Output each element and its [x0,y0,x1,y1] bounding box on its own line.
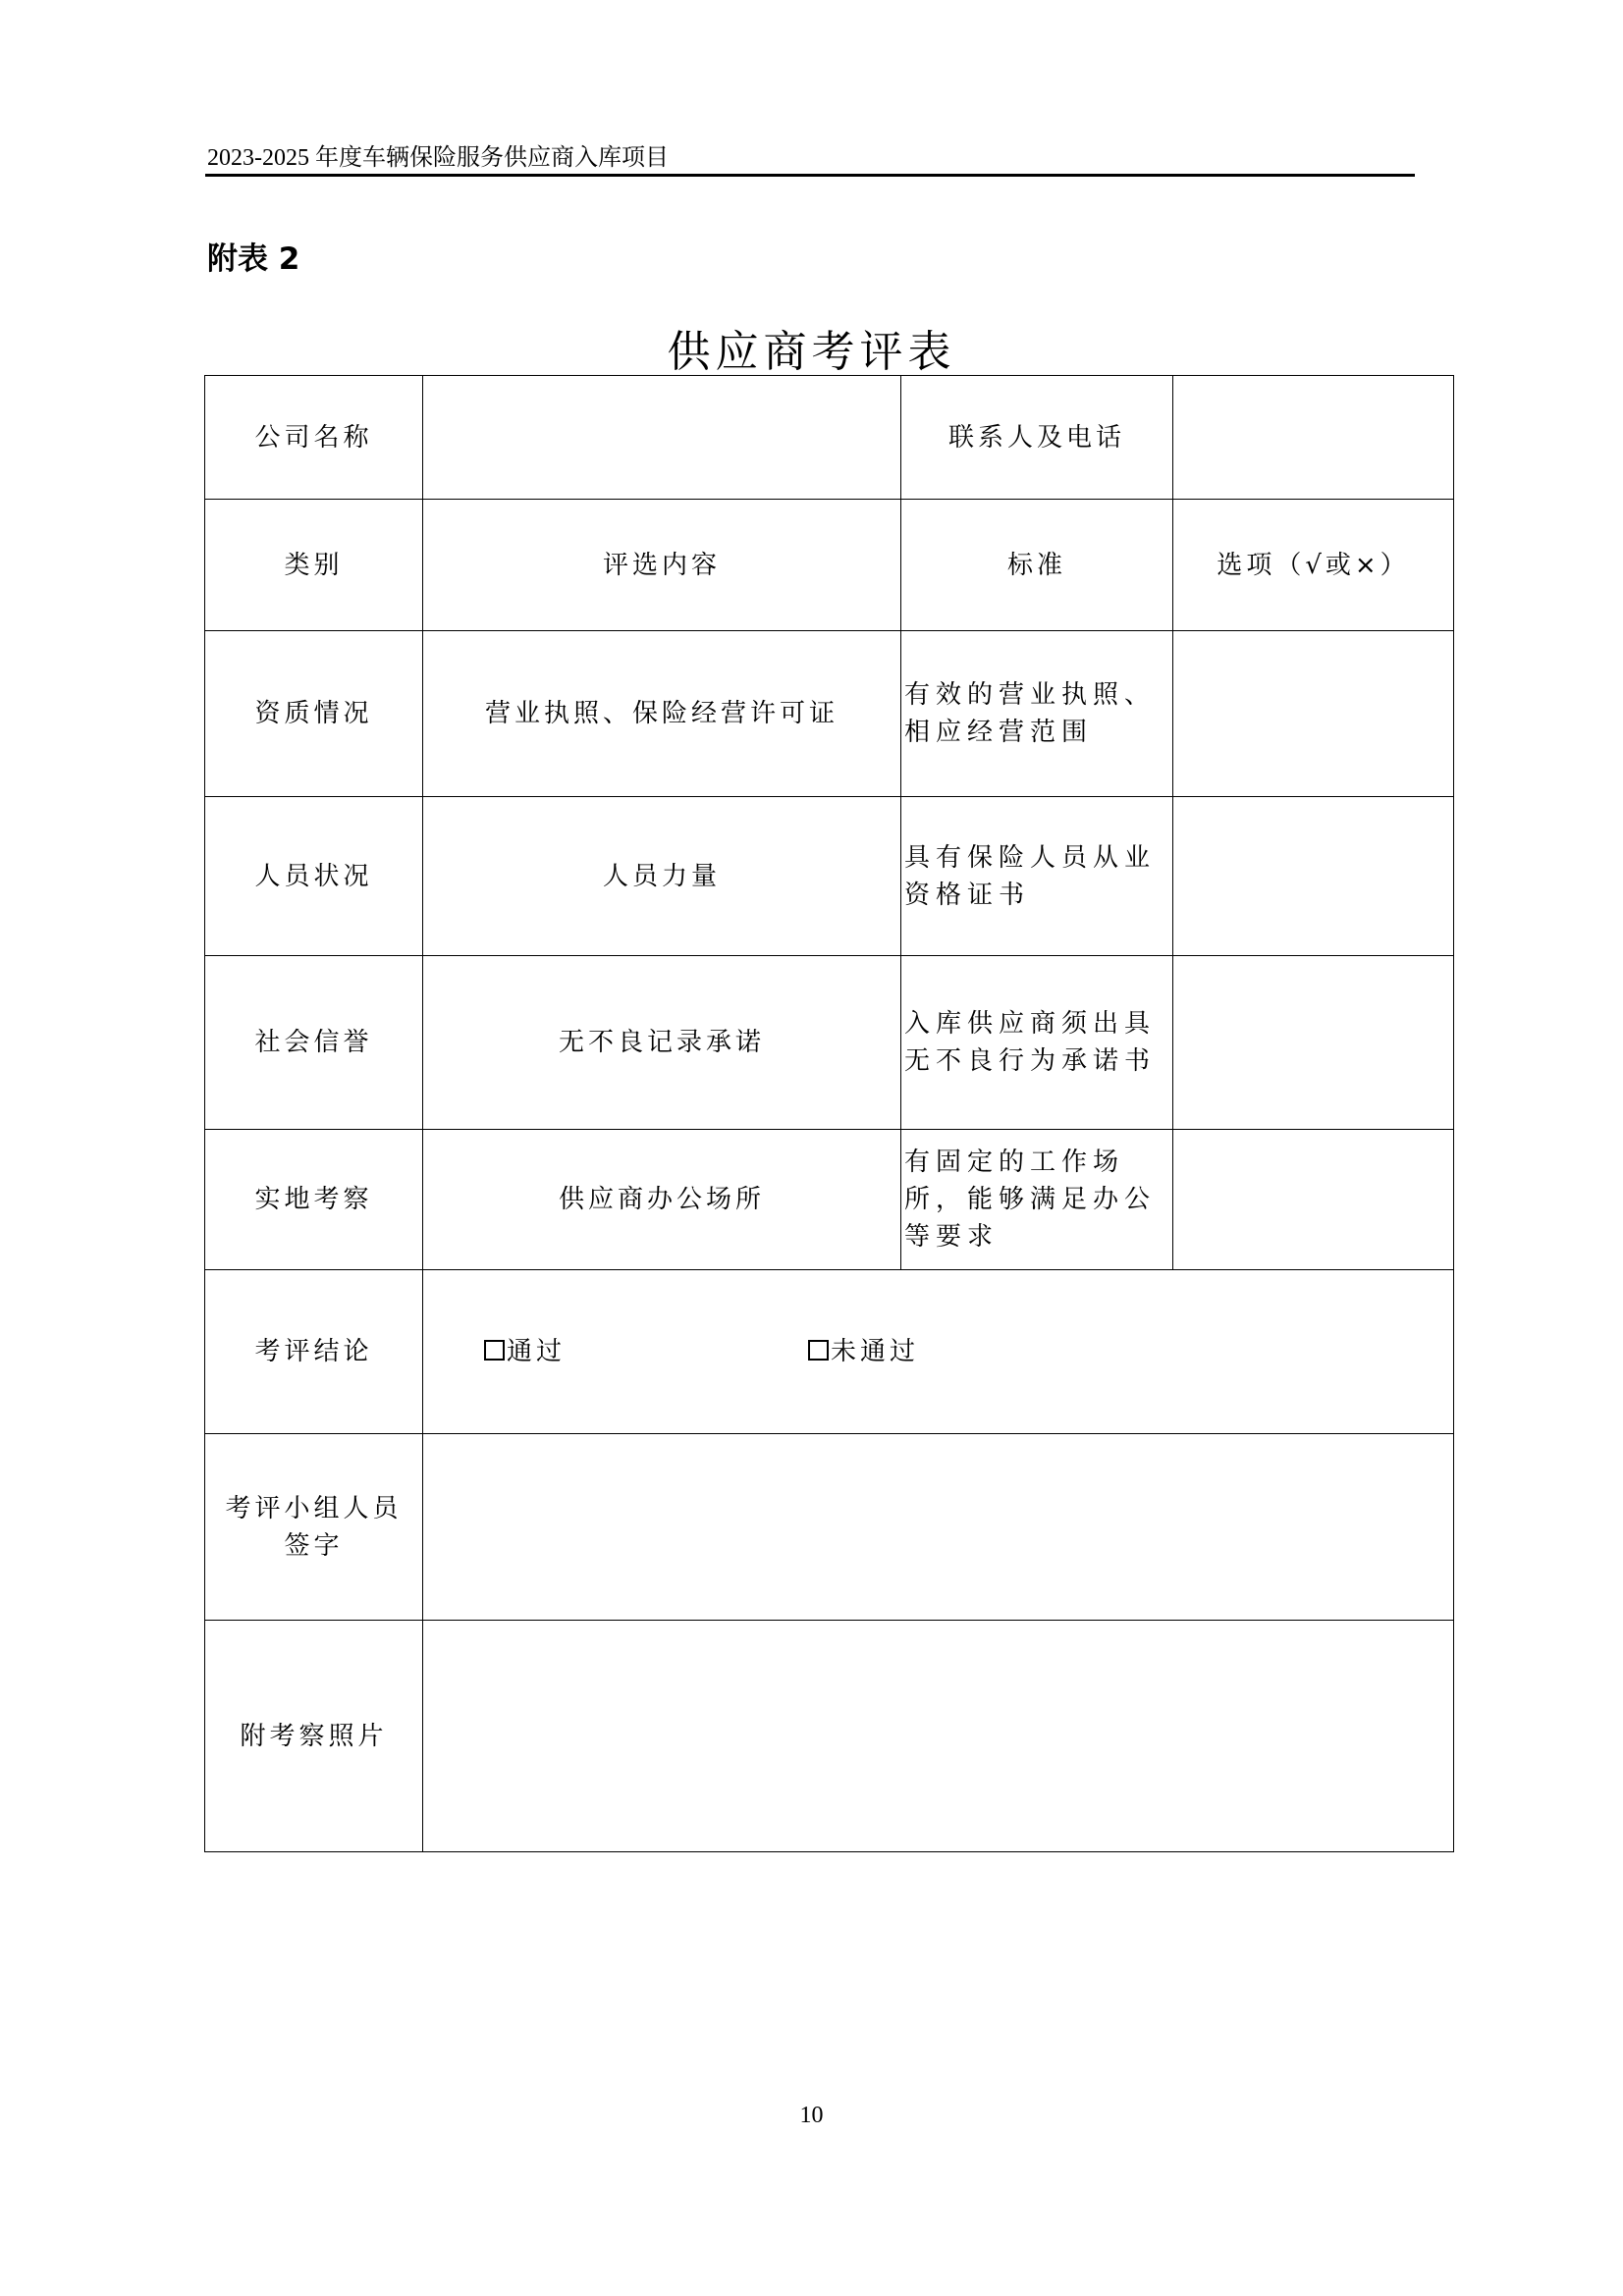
running-header: 2023-2025 年度车辆保险服务供应商入库项目 [207,145,669,171]
header-content: 评选内容 [423,500,901,631]
checkbox-icon [808,1340,829,1361]
row-standard: 有固定的工作场所，能够满足办公等要求 [901,1130,1173,1270]
row-content: 营业执照、保险经营许可证 [423,631,901,797]
row-option-cell[interactable] [1173,1130,1454,1270]
signature-row [205,1434,1454,1621]
fail-checkbox[interactable] [808,1333,919,1370]
criteria-row-personnel [205,797,1454,956]
row-category: 实地考察 [205,1130,423,1270]
criteria-row-site-visit [205,1130,1454,1270]
company-info-row [205,376,1454,500]
photos-field[interactable] [423,1621,1454,1852]
evaluation-form-table [204,375,1454,1852]
company-name-field[interactable] [423,376,901,500]
row-option-cell[interactable] [1173,631,1454,797]
signature-label [205,1434,423,1621]
signature-label-line2: 签字 [284,1530,344,1561]
appendix-label: 附表 2 [207,241,300,277]
row-standard: 入库供应商须出具无不良行为承诺书 [901,956,1173,1130]
conclusion-options [423,1270,1454,1434]
pass-label: 通过 [507,1337,567,1366]
row-content: 无不良记录承诺 [423,956,901,1130]
contact-label: 联系人及电话 [901,376,1173,500]
company-name-label: 公司名称 [205,376,423,500]
conclusion-row [205,1270,1454,1434]
fail-label: 未通过 [831,1337,920,1366]
signature-field[interactable] [423,1434,1454,1621]
criteria-row-qualification [205,631,1454,797]
header-row [205,500,1454,631]
photos-row [205,1621,1454,1852]
row-option-cell[interactable] [1173,797,1454,956]
photos-label: 附考察照片 [205,1621,423,1852]
criteria-row-reputation [205,956,1454,1130]
header-rule [205,174,1415,177]
row-option-cell[interactable] [1173,956,1454,1130]
row-content: 供应商办公场所 [423,1130,901,1270]
row-category: 社会信誉 [205,956,423,1130]
row-category: 资质情况 [205,631,423,797]
checkbox-icon [484,1340,505,1361]
page-number: 10 [799,2103,824,2128]
header-option: 选项（√或×） [1173,500,1454,631]
row-standard: 有效的营业执照、相应经营范围 [901,631,1173,797]
pass-checkbox[interactable] [484,1333,566,1370]
header-standard: 标准 [901,500,1173,631]
header-category: 类别 [205,500,423,631]
contact-field[interactable] [1173,376,1454,500]
conclusion-label: 考评结论 [205,1270,423,1434]
row-standard: 具有保险人员从业资格证书 [901,797,1173,956]
row-content: 人员力量 [423,797,901,956]
form-title: 供应商考评表 [667,327,956,377]
signature-label-line1: 考评小组人员 [225,1493,403,1523]
row-category: 人员状况 [205,797,423,956]
